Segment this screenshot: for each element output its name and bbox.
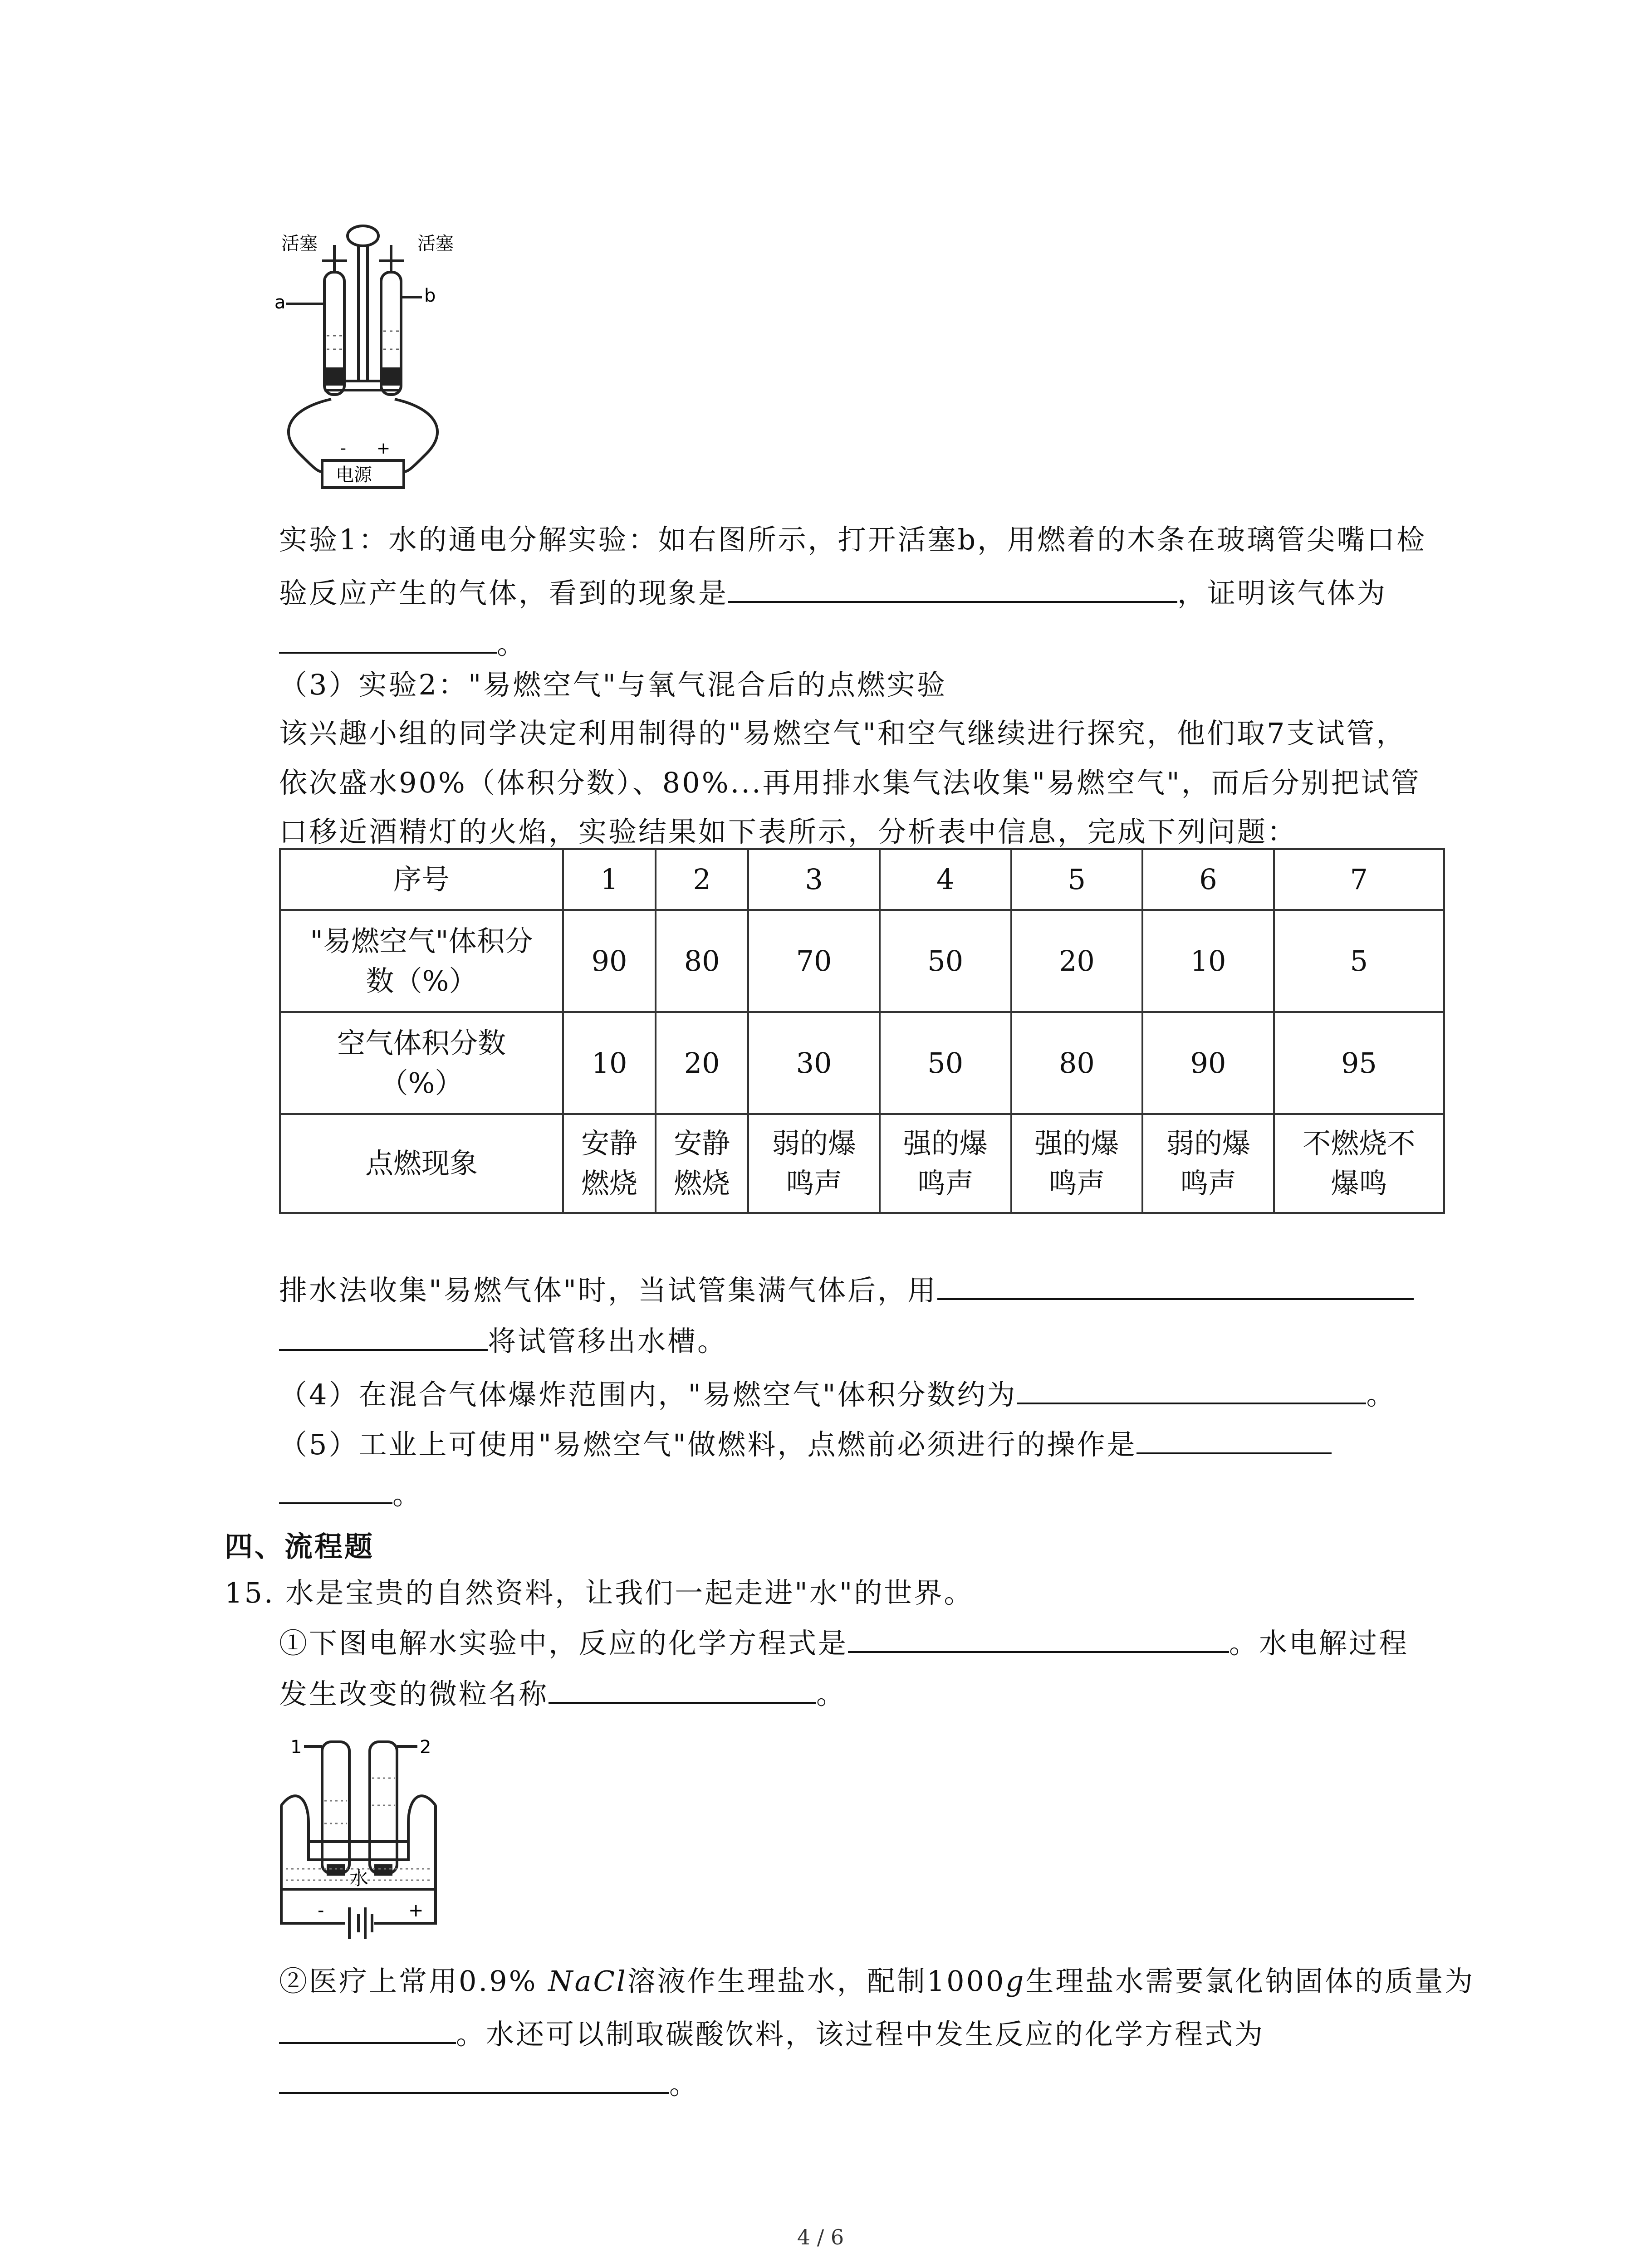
table-cell: 2 [656, 849, 748, 910]
cell-line: 强的爆 [903, 1127, 988, 1160]
stopcock-right-label: 活塞 [417, 233, 454, 254]
answer-blank-phenomenon[interactable] [728, 573, 1177, 603]
exp1-line-1: 实验1：水的通电分解实验：如右图所示，打开活塞b，用燃着的木条在玻璃管尖嘴口检 [279, 523, 1427, 556]
table-cell: 20 [1011, 910, 1143, 1012]
table-cell: 3 [748, 849, 880, 910]
cell-line: 燃烧 [674, 1167, 730, 1200]
table-cell: 80 [1011, 1012, 1143, 1114]
tube-2-label: 2 [420, 1737, 431, 1758]
exp1-line-2-suffix: ，证明该气体为 [1177, 577, 1387, 610]
header-line: 数（%） [366, 964, 477, 997]
table-header-cell: 点燃现象 [280, 1114, 563, 1213]
table-cell: 90 [1142, 1012, 1274, 1114]
answer-blank-method-cont[interactable] [279, 1321, 488, 1351]
q4-text: （4）在混合气体爆炸范围内，"易燃空气"体积分数约为 [279, 1378, 1017, 1411]
table-cell: 5 [1011, 849, 1143, 910]
q15-part1-suffix: 。水电解过程 [1229, 1627, 1409, 1660]
power-source-label: 电源 [336, 464, 372, 485]
table-cell: 10 [563, 1012, 656, 1114]
table-row [280, 1114, 1444, 1213]
after-line-1-text: 排水法收集"易燃气体"时，当试管集满气体后，用 [279, 1274, 938, 1307]
q15-part1-text: ①下图电解水实验中，反应的化学方程式是 [279, 1627, 848, 1660]
table-cell: 6 [1142, 849, 1274, 910]
table-row [280, 849, 1444, 910]
q3-line-3: 口移近酒精灯的火焰，实验结果如下表所示，分析表中信息，完成下列问题： [279, 815, 1298, 848]
table-cell [563, 1114, 656, 1213]
tube-1-label: 1 [290, 1737, 302, 1758]
q15-part2-line-1 [279, 1963, 1474, 1999]
table-cell: 90 [563, 910, 656, 1012]
q5-line-2 [279, 1474, 422, 1513]
q15-title: 15. 水是宝贵的自然资料，让我们一起走进"水"的世界。 [225, 1576, 974, 1609]
minus-label: - [340, 439, 346, 458]
answer-blank-equation[interactable] [848, 1623, 1229, 1653]
table-cell: 7 [1274, 849, 1444, 910]
answer-blank-operation-cont[interactable] [279, 1474, 392, 1504]
after-line-2-text: 将试管移出水槽。 [488, 1325, 728, 1358]
q3-line-2: 依次盛水90%（体积分数）、80%...再用排水集气法收集"易燃空气"，而后分别把试管 [279, 766, 1421, 799]
gram-unit: g [1005, 1965, 1026, 1998]
table-cell [656, 1114, 748, 1213]
stopcock-left-label: 活塞 [281, 233, 318, 254]
cell-line: 安静 [581, 1127, 638, 1160]
q15-part1-text-2: 发生改变的微粒名称 [279, 1677, 549, 1711]
q15-part1-line-1 [279, 1623, 1409, 1662]
exp1-line-2-text: 验反应产生的气体，看到的现象是 [279, 577, 729, 610]
nacl-formula: NaCl [548, 1965, 627, 1998]
after-line-1 [279, 1270, 1414, 1309]
cell-line: 安静 [674, 1127, 730, 1160]
table-cell: 4 [880, 849, 1011, 910]
cell-line: 鸣声 [1048, 1167, 1105, 1200]
q5-text: （5）工业上可使用"易燃空气"做燃料，点燃前必须进行的操作是 [279, 1428, 1137, 1461]
q3-title: （3）实验2："易燃空气"与氧气混合后的点燃实验 [279, 668, 947, 701]
water-electrolysis-figure-2 [272, 1733, 472, 1946]
cell-line: 强的爆 [1034, 1127, 1119, 1160]
table-cell [1274, 1114, 1444, 1213]
cell-line: 鸣声 [1180, 1167, 1236, 1200]
cell-line: 弱的爆 [1166, 1127, 1250, 1160]
header-line: "易燃空气"体积分 [310, 924, 533, 958]
table-cell [880, 1114, 1011, 1213]
page-number: 4 / 6 [797, 2225, 844, 2249]
q5-line [279, 1424, 1332, 1463]
table-cell [748, 1114, 880, 1213]
after-line-2 [279, 1321, 727, 1359]
q15-part2-line-3 [279, 2064, 699, 2102]
exp1-line-3-end: 。 [497, 627, 527, 660]
answer-blank-operation[interactable] [1136, 1424, 1332, 1454]
answer-blank-gas[interactable] [279, 624, 497, 654]
table-cell: 30 [748, 1012, 880, 1114]
table-header-cell [280, 910, 563, 1012]
table-cell: 50 [880, 910, 1011, 1012]
header-line: 空气体积分数 [337, 1026, 506, 1060]
q15-part1-line-2 [279, 1674, 846, 1712]
cell-line: 鸣声 [786, 1167, 843, 1200]
plus-label: + [408, 1900, 424, 1921]
water-label: 水 [349, 1867, 369, 1889]
q15-part2-end: 。 [669, 2068, 700, 2101]
answer-blank-particle[interactable] [549, 1674, 816, 1704]
tube-b-label: b [424, 285, 436, 306]
q15-part2-text-b: 溶液作生理盐水，配制1000 [627, 1965, 1006, 1998]
q15-part2-text-c: 生理盐水需要氯化钠固体的质量为 [1025, 1965, 1475, 1998]
plus-label: + [377, 439, 391, 458]
table-header-cell: 序号 [280, 849, 563, 910]
table-cell: 5 [1274, 910, 1444, 1012]
answer-blank-mass[interactable] [279, 2014, 456, 2044]
cell-line: 鸣声 [917, 1167, 974, 1200]
minus-label: - [318, 1900, 324, 1921]
table-cell: 20 [656, 1012, 748, 1114]
electrolysis-apparatus-figure-1 [272, 218, 472, 508]
table-cell: 50 [880, 1012, 1011, 1114]
combustion-results-table [279, 848, 1445, 1214]
cell-line: 爆鸣 [1331, 1167, 1387, 1200]
q15-part1-end: 。 [816, 1677, 847, 1711]
exp1-line-3 [279, 624, 527, 662]
header-line: （%） [380, 1066, 463, 1100]
cell-line: 燃烧 [581, 1167, 638, 1200]
table-cell: 80 [656, 910, 748, 1012]
exp1-line-2 [279, 573, 1387, 611]
tube-a-label: a [274, 292, 286, 313]
table-row [280, 1012, 1444, 1114]
q15-part2-text-a: ②医疗上常用0.9% [279, 1965, 549, 1998]
cell-line: 弱的爆 [772, 1127, 857, 1160]
answer-blank-carbonation-equation[interactable] [279, 2064, 669, 2094]
table-row [280, 910, 1444, 1012]
q15-part2-text-d: 。水还可以制取碳酸饮料，该过程中发生反应的化学方程式为 [456, 2018, 1265, 2051]
answer-blank-volume-fraction[interactable] [1017, 1374, 1366, 1404]
q4-line [279, 1374, 1396, 1413]
table-cell: 10 [1142, 910, 1274, 1012]
section-heading: 四、流程题 [225, 1530, 375, 1563]
table-header-cell [280, 1012, 563, 1114]
table-cell: 1 [563, 849, 656, 910]
table-cell: 95 [1274, 1012, 1444, 1114]
cell-line: 不燃烧不 [1303, 1127, 1416, 1160]
table-cell [1142, 1114, 1274, 1213]
answer-blank-method[interactable] [937, 1270, 1414, 1300]
q15-part2-line-2 [279, 2014, 1264, 2053]
q5-end: 。 [392, 1478, 423, 1511]
table-cell [1011, 1114, 1143, 1213]
table-cell: 70 [748, 910, 880, 1012]
q3-line-1: 该兴趣小组的同学决定利用制得的"易燃空气"和空气继续进行探究，他们取7支试管， [279, 717, 1406, 750]
q4-end: 。 [1366, 1378, 1396, 1411]
